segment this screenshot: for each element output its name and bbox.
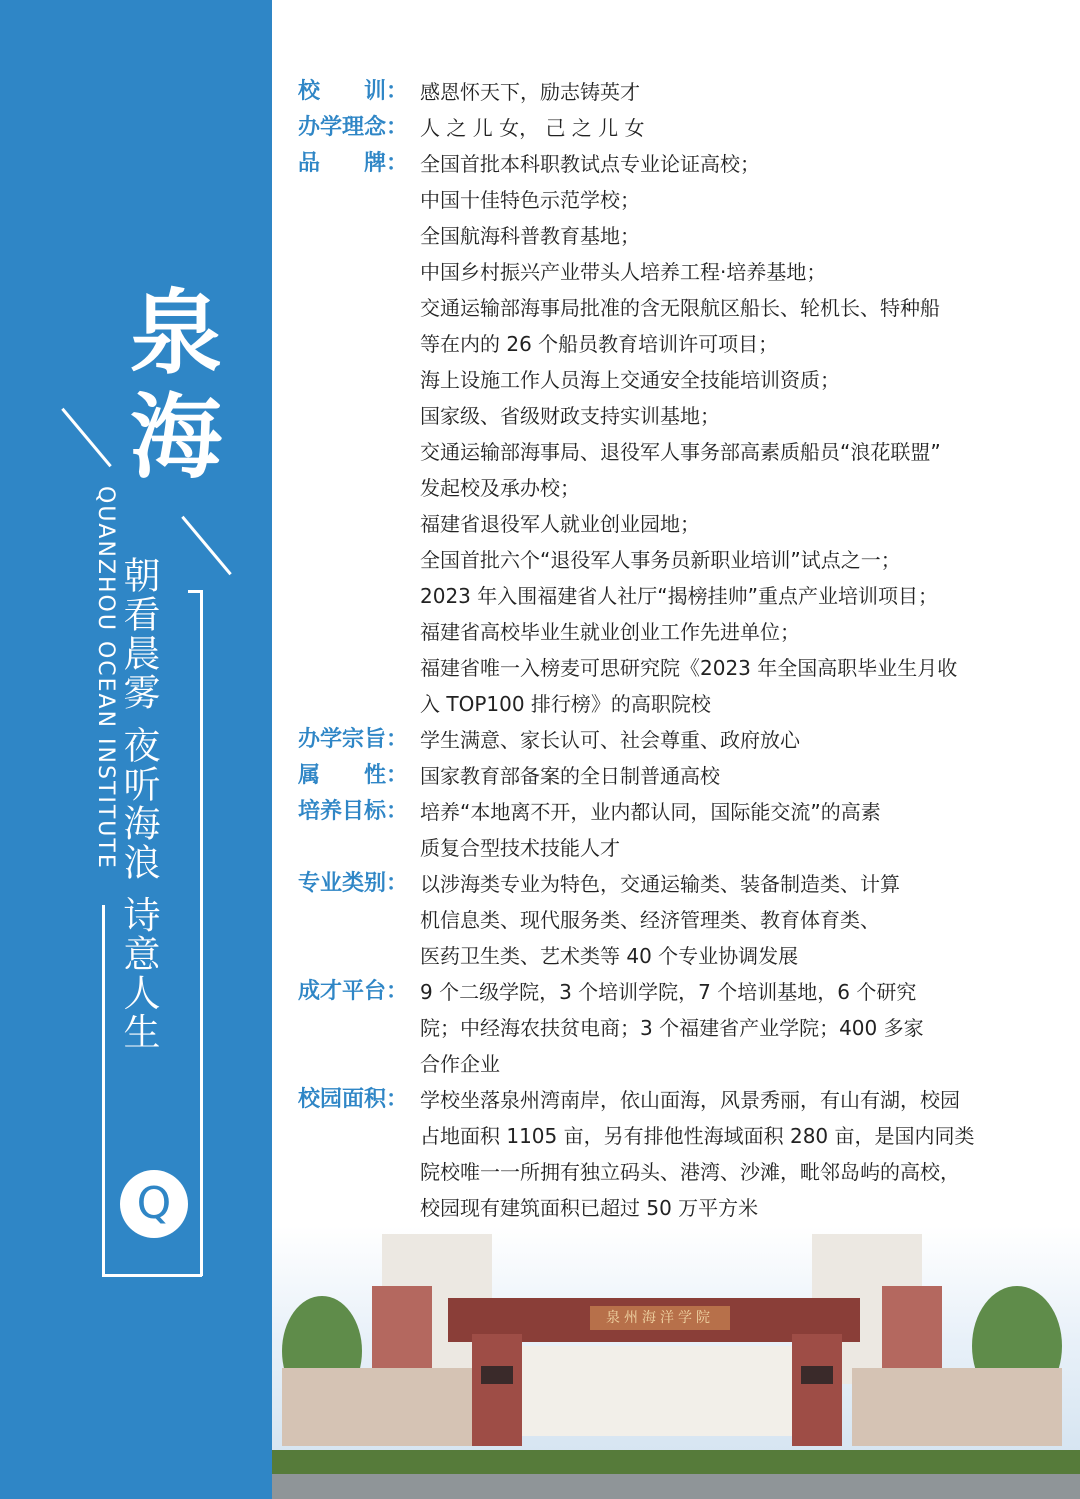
english-name: QUANZHOU OCEAN INSTITUTE xyxy=(93,486,118,870)
section-line: 福建省高校毕业生就业创业工作先进单位； xyxy=(420,620,800,644)
info-section xyxy=(298,1082,1058,1226)
gate-sign: 泉州海洋学院 xyxy=(590,1306,730,1330)
section-line: 学校坐落泉州湾南岸，依山面海，风景秀丽，有山有湖，校园 xyxy=(420,1088,960,1112)
info-section xyxy=(298,146,1058,722)
section-label: 办学理念： xyxy=(298,115,409,140)
section-label: 培养目标： xyxy=(298,799,409,824)
section-line: 入 TOP100 排行榜》的高职院校 xyxy=(420,692,711,716)
section-line: 校园现有建筑面积已超过 50 万平方米 xyxy=(420,1196,759,1220)
section-label: 校 训： xyxy=(298,79,409,104)
section-line: 国家教育部备案的全日制普通高校 xyxy=(420,764,720,788)
info-section xyxy=(298,110,1058,146)
pillar-sign xyxy=(801,1366,833,1384)
section-line: 福建省退役军人就业创业园地； xyxy=(420,512,700,536)
section-body xyxy=(420,74,1058,110)
q-logo-icon: Q xyxy=(120,1170,188,1238)
section-line: 培养“本地离不开，业内都认同，国际能交流”的高素 xyxy=(420,800,881,824)
info-section xyxy=(298,758,1058,794)
section-line: 全国首批六个“退役军人事务员新职业培训”试点之一； xyxy=(420,548,901,572)
sidebar-panel xyxy=(0,0,272,1499)
section-line: 全国首批本科职教试点专业论证高校； xyxy=(420,152,760,176)
frame-line xyxy=(102,905,105,1277)
section-body xyxy=(420,794,1058,866)
section-line: 人 之 儿 女， 己 之 儿 女 xyxy=(420,116,645,140)
campus-gate-illustration xyxy=(272,1226,1080,1499)
gate-wall xyxy=(282,1368,472,1446)
section-line: 医药卫生类、艺术类等 40 个专业协调发展 xyxy=(420,944,799,968)
frame-line xyxy=(200,590,203,1276)
pillar-sign xyxy=(481,1366,513,1384)
section-line: 2023 年入围福建省人社厅“揭榜挂帅”重点产业培训项目； xyxy=(420,584,938,608)
info-section xyxy=(298,722,1058,758)
section-line: 中国十佳特色示范学校； xyxy=(420,188,640,212)
section-line: 机信息类、现代服务类、经济管理类、教育体育类、 xyxy=(420,908,880,932)
section-line: 等在内的 26 个船员教育培训许可项目； xyxy=(420,332,779,356)
section-line: 中国乡村振兴产业带头人培养工程·培养基地； xyxy=(420,260,827,284)
section-line: 全国航海科普教育基地； xyxy=(420,224,640,248)
brand-title-char: 海 xyxy=(130,384,223,491)
section-label: 品 牌： xyxy=(298,151,409,176)
section-line: 质复合型技术技能人才 xyxy=(420,836,620,860)
gate-pillar xyxy=(472,1334,522,1446)
section-line: 发起校及承办校； xyxy=(420,476,580,500)
decorative-slash xyxy=(61,408,112,467)
slogan: 朝看晨雾 夜听海浪 诗意人生 xyxy=(117,556,160,1052)
gate-pillar xyxy=(792,1334,842,1446)
brand-title-char: 泉 xyxy=(130,280,223,387)
section-line: 海上设施工作人员海上交通安全技能培训资质； xyxy=(420,368,840,392)
section-label: 成才平台： xyxy=(298,979,409,1004)
section-line: 交通运输部海事局、退役军人事务部高素质船员“浪花联盟” xyxy=(420,440,941,464)
section-body xyxy=(420,866,1058,974)
section-body xyxy=(420,110,1058,146)
info-section xyxy=(298,866,1058,974)
section-label: 校园面积： xyxy=(298,1087,409,1112)
section-line: 合作企业 xyxy=(420,1052,500,1076)
section-label: 属 性： xyxy=(298,763,409,788)
section-line: 国家级、省级财政支持实训基地； xyxy=(420,404,720,428)
section-body xyxy=(420,1082,1058,1226)
section-line: 以涉海类专业为特色，交通运输类、装备制造类、计算 xyxy=(420,872,900,896)
info-list xyxy=(298,74,1058,1226)
gate-wall xyxy=(852,1368,1062,1446)
section-body xyxy=(420,146,1058,722)
section-line: 院；中经海农扶贫电商；3 个福建省产业学院；400 多家 xyxy=(420,1016,924,1040)
info-section xyxy=(298,974,1058,1082)
section-line: 感恩怀天下，励志铸英才 xyxy=(420,80,640,104)
road xyxy=(272,1474,1080,1499)
section-label: 办学宗旨： xyxy=(298,727,409,752)
section-line: 院校唯一一所拥有独立码头、港湾、沙滩，毗邻岛屿的高校， xyxy=(420,1160,960,1184)
section-label: 专业类别： xyxy=(298,871,409,896)
info-section xyxy=(298,794,1058,866)
section-body xyxy=(420,974,1058,1082)
section-line: 交通运输部海事局批准的含无限航区船长、轮机长、特种船 xyxy=(420,296,940,320)
section-line: 福建省唯一入榜麦可思研究院《2023 年全国高职毕业生月收 xyxy=(420,656,958,680)
section-body xyxy=(420,722,1058,758)
section-line: 学生满意、家长认可、社会尊重、政府放心 xyxy=(420,728,800,752)
frame-line xyxy=(102,1274,202,1277)
info-section xyxy=(298,74,1058,110)
section-line: 占地面积 1105 亩，另有排他性海域面积 280 亩，是国内同类 xyxy=(420,1124,975,1148)
section-body xyxy=(420,758,1058,794)
section-line: 9 个二级学院，3 个培训学院，7 个培训基地，6 个研究 xyxy=(420,980,917,1004)
building xyxy=(522,1346,822,1436)
decorative-slash xyxy=(181,516,232,575)
